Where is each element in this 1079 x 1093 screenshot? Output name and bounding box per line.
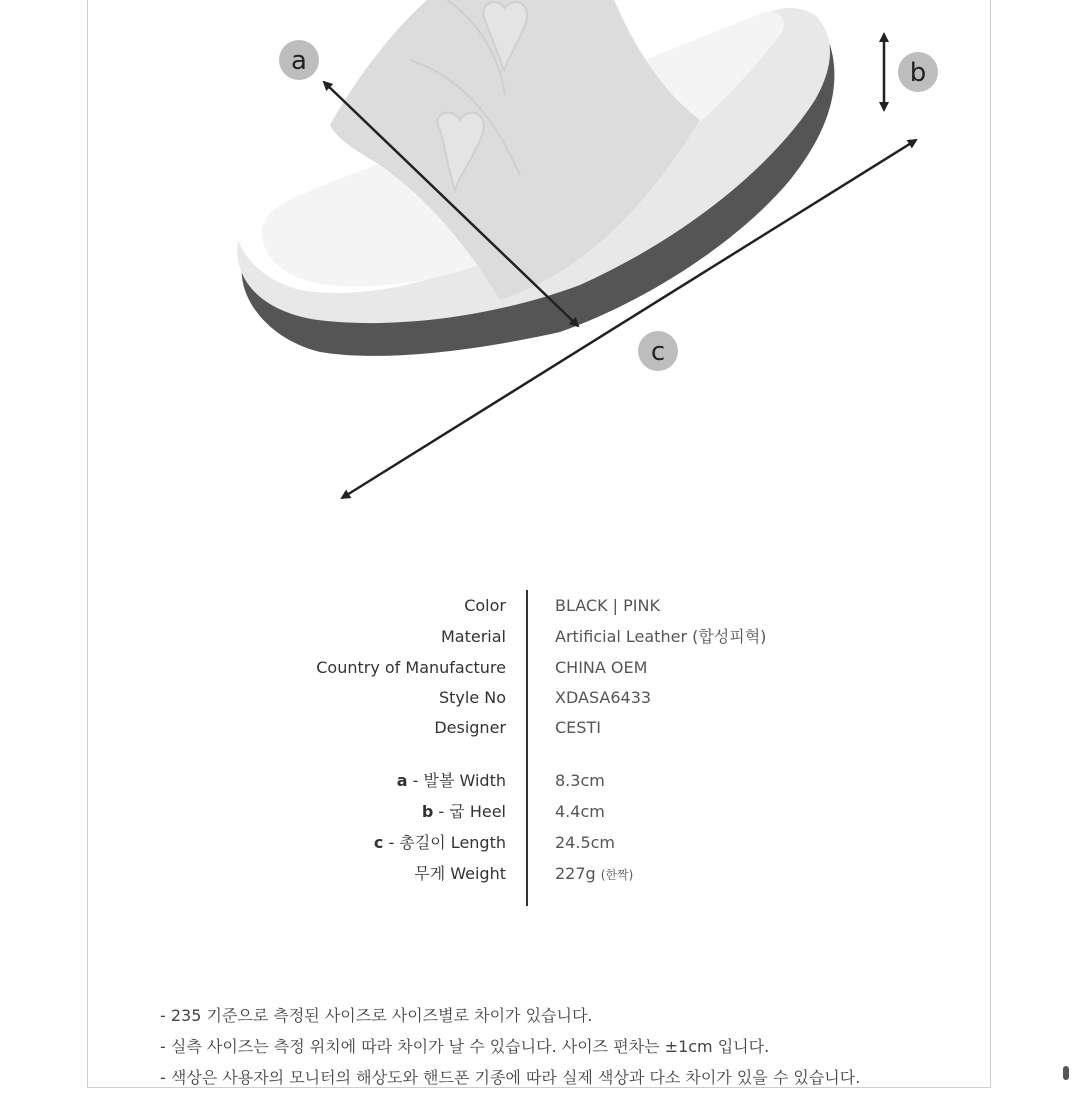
- weight-value: 227g: [555, 864, 601, 883]
- marker-a: [279, 40, 319, 80]
- sandal-image: [237, 0, 834, 356]
- measurement-value: 24.5cm: [555, 833, 616, 852]
- measurement-label-text: - 굽 Heel: [433, 802, 506, 821]
- measurement-label: 무게 Weight: [414, 864, 506, 883]
- measurement-label-text: - 총길이 Length: [383, 833, 506, 852]
- spec-row: [0, 593, 1079, 619]
- measurement-row: [0, 830, 1079, 856]
- scrollbar-thumb[interactable]: [1063, 1066, 1069, 1080]
- measurement-label: [397, 768, 506, 794]
- spec-value: CESTI: [555, 718, 601, 737]
- measurement-label-text: - 발볼 Width: [407, 771, 506, 790]
- measurement-value: [555, 861, 633, 888]
- spec-value: XDASA6433: [555, 688, 652, 707]
- marker-c: [638, 331, 678, 371]
- spec-label: Country of Manufacture: [316, 658, 506, 677]
- note-item: - 실측 사이즈는 측정 위치에 따라 차이가 날 수 있습니다. 사이즈 편차는 ±1cm 입니다.: [160, 1037, 770, 1056]
- marker-b: [898, 52, 938, 92]
- measurement-key: a: [396, 771, 408, 790]
- spec-row: [0, 715, 1079, 741]
- measurement-row: [0, 768, 1079, 794]
- spec-value: Artificial Leather (합성피혁): [555, 627, 767, 646]
- measurement-value: 4.4cm: [555, 802, 605, 821]
- spec-label: Designer: [434, 718, 506, 737]
- notes-list: [160, 1000, 1040, 1093]
- note-item: - 235 기준으로 측정된 사이즈로 사이즈별로 차이가 있습니다.: [160, 1006, 593, 1025]
- spec-value: CHINA OEM: [555, 658, 648, 677]
- spec-label: Material: [441, 627, 506, 646]
- spec-label: Color: [464, 596, 506, 615]
- measurement-row: [0, 861, 1079, 887]
- spec-row: [0, 655, 1079, 681]
- spec-value: BLACK | PINK: [555, 596, 660, 615]
- measurement-label: [422, 799, 506, 825]
- spec-label: Style No: [438, 688, 506, 707]
- note-item: - 색상은 사용자의 모니터의 해상도와 핸드폰 기종에 따라 실제 색상과 다소 차이가 있을 수 있습니다.: [160, 1068, 861, 1087]
- spec-row: [0, 624, 1079, 650]
- svg-text:a: a: [291, 46, 307, 76]
- measurement-key: b: [421, 802, 434, 821]
- measurement-label: [374, 830, 506, 856]
- spec-row: [0, 685, 1079, 711]
- svg-text:c: c: [650, 337, 666, 367]
- weight-note: (한짝): [600, 868, 634, 882]
- measurement-key: c: [373, 833, 384, 852]
- measurement-value: 8.3cm: [555, 771, 605, 790]
- measurement-row: [0, 799, 1079, 825]
- svg-text:b: b: [909, 58, 927, 88]
